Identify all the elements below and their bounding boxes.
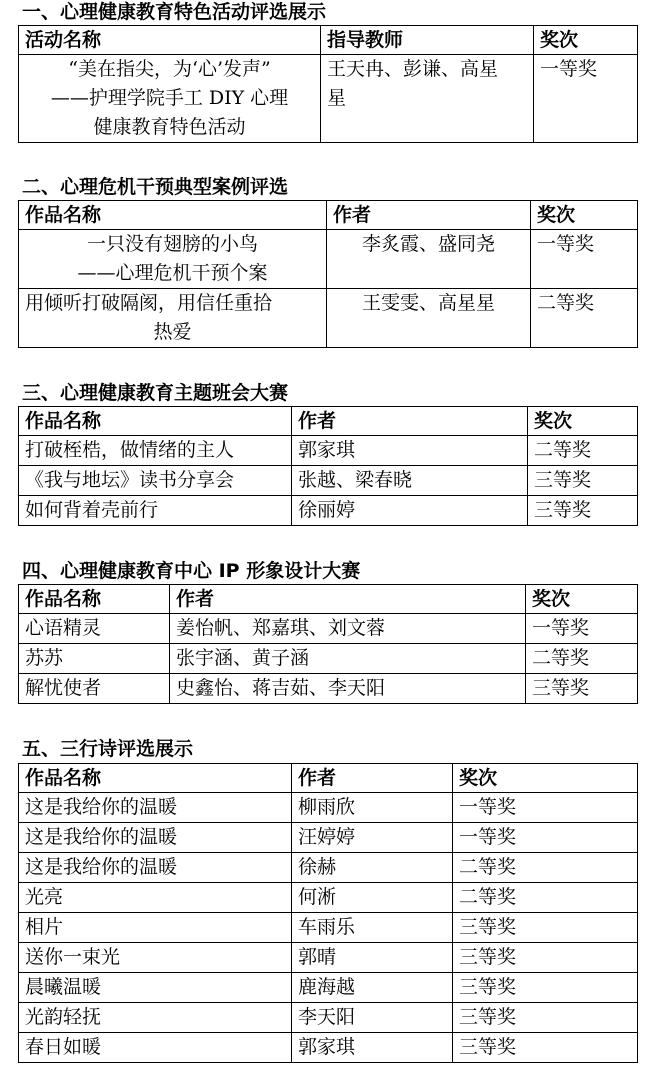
table-ip-design: [18, 584, 638, 704]
cell-person: 鹿海越: [292, 973, 453, 1003]
cell-name: 这是我给你的温暖: [19, 853, 292, 883]
cell-line: 王天冉、彭谦、高星: [327, 58, 499, 80]
cell-person: 李天阳: [292, 1003, 453, 1033]
table-row: [19, 466, 638, 496]
header-award: 奖次: [453, 764, 638, 793]
cell-person: 郭家琪: [292, 1033, 453, 1063]
cell-person: 徐赫: [292, 853, 453, 883]
header-award: 奖次: [531, 201, 638, 230]
cell-name: 如何背着壳前行: [19, 496, 292, 526]
cell-award: 一等奖: [453, 823, 638, 853]
cell-name: 光韵轻抚: [19, 1003, 292, 1033]
cell-name: 这是我给你的温暖: [19, 793, 292, 823]
cell-name: 这是我给你的温暖: [19, 823, 292, 853]
header-person: 作者: [292, 407, 528, 436]
table-header-row: [19, 407, 638, 436]
table-row: [19, 1033, 638, 1063]
cell-name: 心语精灵: [19, 614, 170, 644]
table-header-row: [19, 26, 638, 55]
cell-line: 健康教育特色活动: [93, 116, 246, 138]
cell-name: 送你一束光: [19, 943, 292, 973]
header-name: 活动名称: [19, 26, 321, 55]
cell-person: 姜怡帆、郑嘉琪、刘文蓉: [170, 614, 526, 644]
header-award: 奖次: [528, 407, 638, 436]
table-row: [19, 230, 638, 289]
cell-award: 一等奖: [531, 230, 638, 289]
cell-award: 二等奖: [453, 883, 638, 913]
cell-person: 何淅: [292, 883, 453, 913]
cell-name: 打破桎梏，做情绪的主人: [19, 436, 292, 466]
cell-person: 柳雨欣: [292, 793, 453, 823]
section-title: 三、心理健康教育主题班会大赛: [22, 382, 289, 404]
cell-name: [19, 55, 321, 143]
cell-person: 郭家琪: [292, 436, 528, 466]
table-header-row: [19, 585, 638, 614]
table-activity: [18, 25, 638, 143]
cell-name: 晨曦温暖: [19, 973, 292, 1003]
header-award: 奖次: [534, 26, 638, 55]
table-class-meeting: [18, 406, 638, 526]
table-header-row: [19, 201, 638, 230]
table-row: [19, 913, 638, 943]
cell-line: 热爱: [153, 321, 192, 343]
cell-award: 一等奖: [534, 55, 638, 143]
section-title: 五、三行诗评选展示: [22, 738, 194, 760]
cell-person: 车雨乐: [292, 913, 453, 943]
table-row: [19, 973, 638, 1003]
cell-award: 三等奖: [453, 913, 638, 943]
cell-line: “美在指尖，为‘心’发声”: [68, 58, 271, 80]
table-header-row: [19, 764, 638, 793]
table-row: [19, 793, 638, 823]
table-row: [19, 289, 638, 348]
cell-line: ——心理危机干预个案: [77, 262, 268, 284]
cell-award: 三等奖: [526, 674, 638, 704]
header-award: 奖次: [526, 585, 638, 614]
cell-person: 史鑫怡、蒋吉茹、李天阳: [170, 674, 526, 704]
cell-award: 一等奖: [526, 614, 638, 644]
table-row: [19, 823, 638, 853]
header-person: 作者: [327, 201, 531, 230]
section-title: 二、心理危机干预典型案例评选: [22, 176, 289, 198]
header-name: 作品名称: [19, 201, 327, 230]
cell-line: 用倾听打破隔阂，用信任重拾: [25, 292, 273, 314]
cell-name: 相片: [19, 913, 292, 943]
cell-award: 三等奖: [528, 466, 638, 496]
table-row: [19, 853, 638, 883]
cell-name: 光亮: [19, 883, 292, 913]
table-row: [19, 644, 638, 674]
cell-line: 星: [327, 87, 347, 109]
header-person: 作者: [170, 585, 526, 614]
header-person: 作者: [292, 764, 453, 793]
cell-name: 《我与地坛》读书分享会: [19, 466, 292, 496]
table-row: [19, 614, 638, 644]
cell-line: 一只没有翅膀的小鸟: [86, 233, 258, 255]
table-row: [19, 1003, 638, 1033]
cell-name: 苏苏: [19, 644, 170, 674]
cell-person: 汪婷婷: [292, 823, 453, 853]
cell-person: 张越、梁春晓: [292, 466, 528, 496]
cell-person: [321, 55, 534, 143]
section-title: 一、心理健康教育特色活动评选展示: [22, 1, 327, 23]
cell-person: 李炙霞、盛同尧: [327, 230, 531, 289]
table-row: [19, 436, 638, 466]
cell-award: 一等奖: [453, 793, 638, 823]
header-name: 作品名称: [19, 585, 170, 614]
cell-award: 三等奖: [453, 973, 638, 1003]
cell-line: ——护理学院手工 DIY 心理: [50, 87, 289, 109]
table-row: [19, 496, 638, 526]
cell-person: 张宇涵、黄子涵: [170, 644, 526, 674]
cell-person: 王雯雯、高星星: [327, 289, 531, 348]
table-row: [19, 55, 638, 143]
cell-award: 三等奖: [528, 496, 638, 526]
cell-award: 三等奖: [453, 1033, 638, 1063]
cell-award: 三等奖: [453, 1003, 638, 1033]
table-poems: [18, 763, 638, 1063]
header-person: 指导教师: [321, 26, 534, 55]
table-row: [19, 883, 638, 913]
cell-name: [19, 230, 327, 289]
cell-award: 三等奖: [453, 943, 638, 973]
table-crisis-case: [18, 200, 638, 348]
cell-name: [19, 289, 327, 348]
table-row: [19, 674, 638, 704]
cell-person: 徐丽婷: [292, 496, 528, 526]
section-title: 四、心理健康教育中心 IP 形象设计大赛: [22, 560, 361, 582]
cell-person: 郭晴: [292, 943, 453, 973]
header-name: 作品名称: [19, 407, 292, 436]
cell-award: 二等奖: [526, 644, 638, 674]
cell-name: 春日如暖: [19, 1033, 292, 1063]
cell-award: 二等奖: [531, 289, 638, 348]
header-name: 作品名称: [19, 764, 292, 793]
cell-award: 二等奖: [528, 436, 638, 466]
cell-name: 解忧使者: [19, 674, 170, 704]
table-row: [19, 943, 638, 973]
cell-award: 二等奖: [453, 853, 638, 883]
